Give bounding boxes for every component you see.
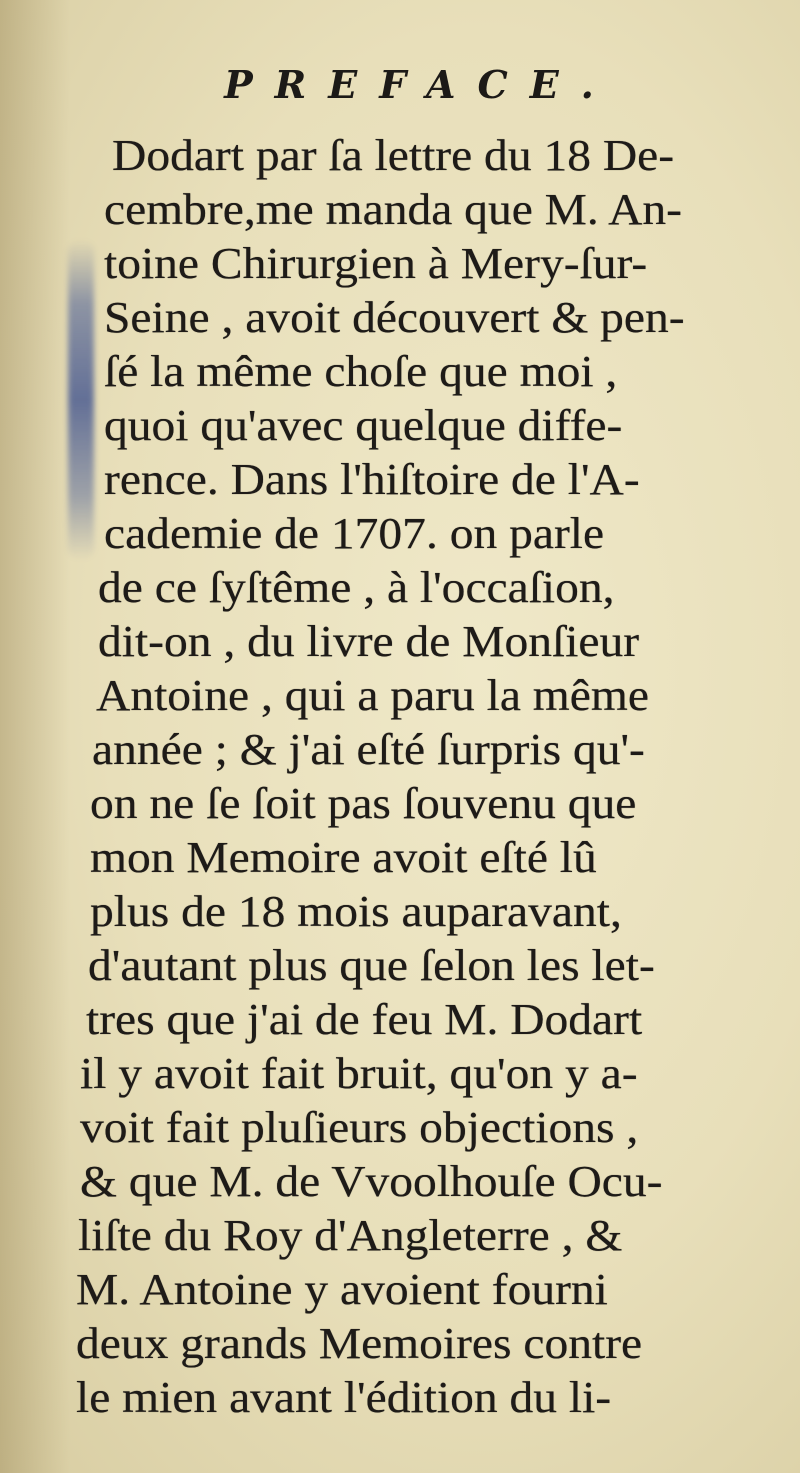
text-line: mon Memoire avoit eſté lû	[90, 833, 597, 882]
text-line: cembre,me manda que M. An-	[104, 185, 682, 234]
text-line: année ; & j'ai eſté ſurpris qu'-	[92, 725, 645, 774]
text-line: Dodart par ſa lettre du 18 De-	[112, 131, 675, 180]
text-line: deux grands Memoires contre	[76, 1319, 643, 1368]
text-line: voit fait pluſieurs objections ,	[80, 1103, 639, 1152]
text-line: on ne ſe ſoit pas ſouvenu que	[90, 779, 637, 828]
text-line: le mien avant l'édition du li-	[76, 1373, 612, 1422]
text-line: quoi qu'avec quelque diffe-	[104, 401, 623, 450]
text-line: il y avoit fait bruit, qu'on y a-	[80, 1049, 638, 1098]
running-title: PREFACE.	[224, 62, 616, 107]
text-line: & que M. de Vvoolhouſe Ocu-	[80, 1157, 663, 1206]
text-line: Seine , avoit découvert & pen-	[104, 293, 685, 342]
text-line: dit-on , du livre de Monſieur	[98, 617, 640, 666]
text-line: tres que j'ai de feu M. Dodart	[86, 995, 643, 1044]
text-line: Antoine , qui a paru la même	[96, 671, 649, 720]
text-line: ſé la même choſe que moi ,	[104, 347, 618, 396]
text-line: liſte du Roy d'Angleterre , &	[78, 1211, 623, 1260]
text-line: plus de 18 mois auparavant,	[90, 887, 622, 936]
text-line: de ce ſyſtême , à l'occaſion,	[98, 563, 615, 612]
text-line: rence. Dans l'hiſtoire de l'A-	[104, 455, 640, 504]
text-line: toine Chirurgien à Mery-ſur-	[104, 239, 648, 288]
text-line: d'autant plus que ſelon les let-	[88, 941, 655, 990]
text-line: cademie de 1707. on parle	[104, 509, 605, 558]
text-line: M. Antoine y avoient fourni	[76, 1265, 608, 1314]
